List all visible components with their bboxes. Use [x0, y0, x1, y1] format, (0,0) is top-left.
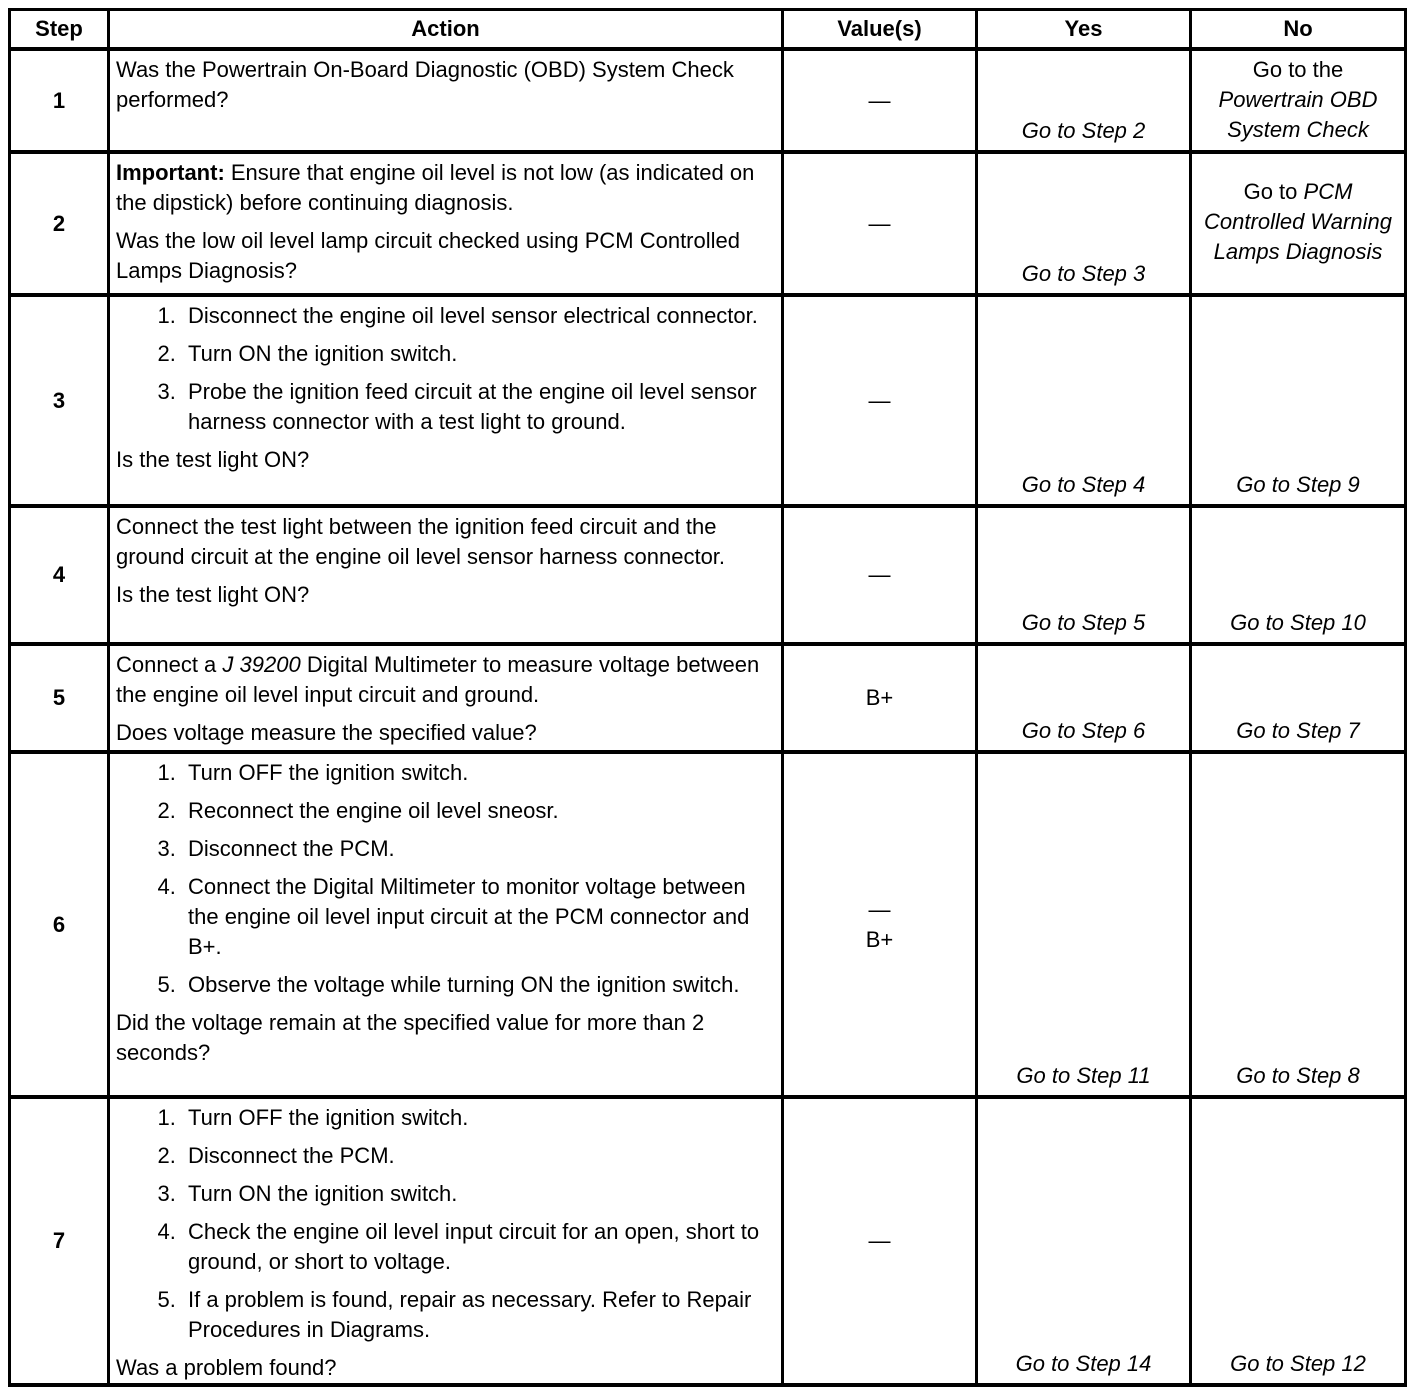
value-cell [783, 752, 977, 1097]
action-cell [109, 152, 783, 295]
value-cell: — [783, 152, 977, 295]
action-cell [109, 1097, 783, 1385]
value-cell: — [783, 49, 977, 152]
list-item: 2. Reconnect the engine oil level sneosr. [182, 796, 775, 826]
header-yes: Yes [977, 10, 1191, 50]
instruction-part: Digital Multimeter to measure voltage between the engine oil level input circuit and ground. [116, 652, 760, 707]
table-row [10, 1097, 1406, 1385]
important-note [116, 158, 775, 218]
instruction-text [116, 650, 775, 710]
question-text: Was a problem found? [116, 1355, 337, 1380]
list-item: 2. Disconnect the PCM. [182, 1141, 775, 1171]
list-item: 3. Turn ON the ignition switch. [182, 1179, 775, 1209]
header-no: No [1191, 10, 1406, 50]
procedure-list [116, 301, 775, 437]
step-number: 3 [10, 295, 109, 506]
header-values: Value(s) [783, 10, 977, 50]
no-cell [1191, 152, 1406, 295]
step-number: 1 [10, 49, 109, 152]
table-row [10, 752, 1406, 1097]
value-cell: — [783, 295, 977, 506]
instruction-text: Connect the test light between the ignition feed circuit and the ground circuit at the engine oil level sensor harness connector. [116, 514, 726, 569]
question-text: Was the low oil level lamp circuit checked using PCM Controlled Lamps Diagnosis? [116, 228, 740, 283]
value-dash: — [868, 896, 891, 922]
table-row [10, 644, 1406, 752]
action-cell [109, 49, 783, 152]
value-text: B+ [865, 926, 894, 952]
no-reference: Powertrain OBD System Check [1218, 87, 1378, 142]
yes-cell: Go to Step 11 [977, 752, 1191, 1097]
important-text: Ensure that engine oil level is not low (as indicated on the dipstick) before continuing diagnosis. [116, 160, 755, 215]
question-text: Did the voltage remain at the specified value for more than 2 seconds? [116, 1010, 705, 1065]
table-row [10, 49, 1406, 152]
list-item: 5. Observe the voltage while turning ON the ignition switch. [182, 970, 775, 1000]
step-number: 7 [10, 1097, 109, 1385]
no-cell: Go to Step 7 [1191, 644, 1406, 752]
yes-cell: Go to Step 2 [977, 49, 1191, 152]
question-text: Was the Powertrain On-Board Diagnostic (OBD) System Check performed? [116, 57, 734, 112]
important-label: Important: [116, 160, 225, 185]
no-cell: Go to Step 12 [1191, 1097, 1406, 1385]
procedure-list [116, 1103, 775, 1345]
yes-cell: Go to Step 5 [977, 506, 1191, 644]
list-item: 2. Turn ON the ignition switch. [182, 339, 775, 369]
action-cell [109, 752, 783, 1097]
list-item: 1. Turn OFF the ignition switch. [182, 1103, 775, 1133]
tool-number: J 39200 [222, 652, 301, 677]
step-number: 5 [10, 644, 109, 752]
instruction-part: Connect a [116, 652, 223, 677]
question-text: Is the test light ON? [116, 447, 310, 472]
procedure-list [116, 758, 775, 1000]
table-row [10, 295, 1406, 506]
list-item: 4. Connect the Digital Miltimeter to monitor voltage between the engine oil level input circuit at the PCM connector and B+. [182, 872, 775, 962]
table-row [10, 506, 1406, 644]
no-cell: Go to Step 10 [1191, 506, 1406, 644]
list-item: 1. Disconnect the engine oil level sensor electrical connector. [182, 301, 775, 331]
list-item: 5. If a problem is found, repair as necessary. Refer to Repair Procedures in Diagrams. [182, 1285, 775, 1345]
step-number: 4 [10, 506, 109, 644]
value-cell: — [783, 1097, 977, 1385]
no-reference: PCM Controlled Warning Lamps Diagnosis [1204, 178, 1392, 264]
action-cell [109, 295, 783, 506]
question-text: Does voltage measure the specified value? [116, 720, 537, 745]
header-step: Step [10, 10, 109, 50]
no-cell [1191, 49, 1406, 152]
yes-cell: Go to Step 4 [977, 295, 1191, 506]
list-item: 4. Check the engine oil level input circuit for an open, short to ground, or short to voltage. [182, 1217, 775, 1277]
no-cell: Go to Step 9 [1191, 295, 1406, 506]
step-number: 6 [10, 752, 109, 1097]
step-number: 2 [10, 152, 109, 295]
list-item: 3. Probe the ignition feed circuit at the engine oil level sensor harness connector with a test light to ground. [182, 377, 775, 437]
no-cell: Go to Step 8 [1191, 752, 1406, 1097]
value-cell: — [783, 506, 977, 644]
table-row [10, 152, 1406, 295]
yes-cell: Go to Step 14 [977, 1097, 1191, 1385]
no-prefix: Go to [1243, 178, 1304, 204]
question-text: Is the test light ON? [116, 582, 310, 607]
action-cell [109, 506, 783, 644]
action-cell [109, 644, 783, 752]
diagnostic-table [8, 8, 1407, 1387]
list-item: 3. Disconnect the PCM. [182, 834, 775, 864]
value-cell: B+ [783, 644, 977, 752]
list-item: 1. Turn OFF the ignition switch. [182, 758, 775, 788]
no-prefix: Go to the [1252, 57, 1344, 82]
yes-cell: Go to Step 3 [977, 152, 1191, 295]
header-row [10, 10, 1406, 50]
yes-cell: Go to Step 6 [977, 644, 1191, 752]
header-action: Action [109, 10, 783, 50]
